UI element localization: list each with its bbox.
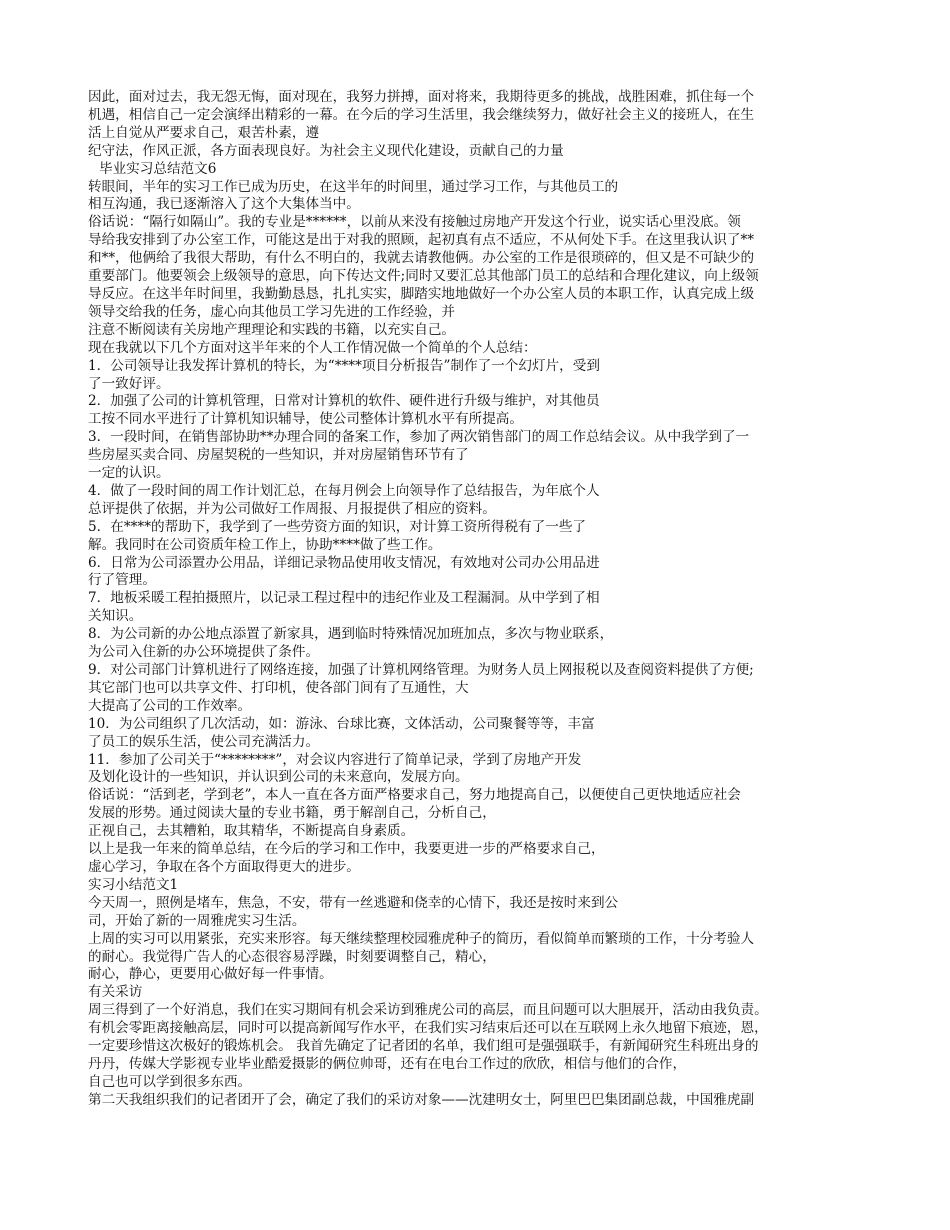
text-line: 为公司入住新的办公环境提供了条件。 [88, 644, 320, 661]
text-line: 有机会零距离接触高层，同时可以提高新闻写作水平，在我们实习结束后还可以在互联网上永久地留下痕迹，恩， [88, 1020, 768, 1037]
text-line: 丹丹，传媒大学影视专业毕业酷爱摄影的俩位帅哥，还有在电台工作过的欣欣，相信与他们的合作， [88, 1055, 687, 1072]
text-line: 一定要珍惜这次极好的锻炼机会。 我首先确定了记者团的名单，我们组可是强强联手，有新闻研究生科班出身的 [88, 1038, 759, 1055]
text-line: 和**，他俩给了我很大帮助，有什么不明白的，我就去请教他俩。办公室的工作是很琐碎的，但又是不可缺少的 [88, 250, 755, 267]
text-line: 因此，面对过去，我无怨无悔，面对现在，我努力拼搏，面对将来，我期待更多的挑战，战胜困难，抓住每一个 [88, 89, 755, 105]
list-item: 6．日常为公司添置办公用品，详细记录物品使用收支情况，有效地对公司办公用品进 [88, 554, 600, 571]
list-item: 3．一段时间，在销售部协助**办理合同的备案工作，参加了两次销售部门的周工作总结会议。从中我学到了一 [88, 429, 750, 446]
text-line: 第二天我组织我们的记者团开了会，确定了我们的采访对象——沈建明女士，阿里巴巴集团副总裁，中国雅虎副 [88, 1091, 755, 1108]
text-line: 行了管理。 [88, 572, 156, 589]
text-line: 现在我就以下几个方面对这半年来的个人工作情况做一个简单的个人总结： [88, 339, 537, 356]
text-line: 司，开始了新的一周雅虎实习生活。 [88, 912, 306, 929]
text-line: 以上是我一年来的简单总结，在今后的学习和工作中，我要更进一步的严格要求自己， [88, 841, 605, 858]
list-item: 1．公司领导让我发挥计算机的特长，为“****项目分析报告”制作了一个幻灯片，受到 [88, 357, 600, 374]
text-line: 其它部门也可以共享文件、打印机，使各部门间有了互通性，大 [88, 679, 469, 696]
text-line: 大提高了公司的工作效率。 [88, 697, 252, 714]
text-line: 虚心学习，争取在各个方面取得更大的进步。 [88, 858, 360, 875]
text-line: 自己也可以学到很多东西。 [88, 1073, 252, 1090]
text-line: 解。我同时在公司资质年检工作上，协助****做了些工作。 [88, 536, 442, 553]
section-heading: 有关采访 [88, 984, 143, 1001]
list-item: 10．为公司组织了几次活动，如：游泳、台球比赛，文体活动，公司聚餐等等，丰富 [88, 715, 595, 732]
list-item: 9．对公司部门计算机进行了网络连接，加强了计算机网络管理。为财务人员上网报税以及查阅资料提供了方便; [88, 662, 754, 678]
document-body [88, 89, 863, 1110]
text-line: 活上自觉从严要求自己，艰苦朴素，遵 [88, 124, 320, 141]
text-line: 了员工的娱乐生活，使公司充满活力。 [88, 733, 320, 750]
text-line: 转眼间，半年的实习工作已成为历史，在这半年的时间里，通过学习工作，与其他员工的 [88, 178, 619, 195]
list-item: 7．地板采暖工程拍摄照片，以记录工程过程中的违纪作业及工程漏洞。从中学到了相 [88, 590, 600, 607]
list-item: 5．在****的帮助下，我学到了一些劳资方面的知识，对计算工资所得税有了一些了 [88, 518, 587, 535]
text-line: 一定的认识。 [88, 465, 170, 482]
text-line: 机遇，相信自己一定会演绎出精彩的一幕。在今后的学习生活里，我会继续努力，做好社会主义的接班人，在生 [88, 106, 755, 123]
text-line: 正视自己，去其糟粕，取其精华，不断提高自身素质。 [88, 823, 415, 840]
text-line: 关知识。 [88, 608, 143, 625]
text-line: 导反应。在这半年时间里，我勤勤恳恳，扎扎实实，脚踏实地地做好一个办公室人员的本职工作，认真完成上级 [88, 285, 755, 302]
text-line: 俗话说：“活到老，学到老”，本人一直在各方面严格要求自己，努力地提高自己，以便使自己更快地适应社会 [88, 787, 741, 804]
section-heading: 毕业实习总结范文6 [99, 160, 217, 177]
section-heading: 实习小结范文1 [88, 876, 179, 893]
list-item: 8．为公司新的办公地点添置了新家具，遇到临时特殊情况加班加点，多次与物业联系， [88, 626, 614, 643]
text-line: 工按不同水平进行了计算机知识辅导，使公司整体计算机水平有所提高。 [88, 411, 523, 428]
list-item: 11．参加了公司关于“********”，对会议内容进行了简单记录，学到了房地产开发 [88, 751, 582, 768]
text-line: 耐心，静心，更要用心做好每一件事情。 [88, 966, 333, 983]
text-line: 总评提供了依据，并为公司做好工作周报、月报提供了相应的资料。 [88, 500, 496, 517]
text-line: 导给我安排到了办公室工作，可能这是出于对我的照顾，起初真有点不适应，不从何处下手。在这里我认识了** [88, 232, 755, 249]
text-line: 周三得到了一个好消息，我们在实习期间有机会采访到雅虎公司的高层，而且问题可以大胆展开，活动由我负责。 [88, 1002, 768, 1019]
text-line: 纪守法，作风正派，各方面表现良好。为社会主义现代化建设，贡献自己的力量 [88, 142, 564, 159]
text-line: 发展的形势。通过阅读大量的专业书籍，勇于解剖自己，分析自己， [88, 805, 496, 822]
text-line: 俗话说：“隔行如隔山”。我的专业是******，以前从来没有接触过房地产开发这个行业，说实话心里没底。领 [88, 214, 741, 231]
text-line: 相互沟通，我已逐渐溶入了这个大集体当中。 [88, 196, 360, 213]
text-line: 注意不断阅读有关房地产理理论和实践的书籍，以充实自己。 [88, 321, 456, 338]
text-line: 领导交给我的任务，虚心向其他员工学习先进的工作经验，并 [88, 303, 456, 320]
text-line: 上周的实习可以用紧张，充实来形容。每天继续整理校园雅虎种子的简历，看似简单而繁琐的工作，十分考验人 [88, 930, 755, 947]
text-line: 了一致好评。 [88, 375, 170, 392]
text-line: 的耐心。我觉得广告人的心态很容易浮躁，时刻要调整自己，精心， [88, 948, 496, 965]
text-line: 些房屋买卖合同、房屋契税的一些知识，并对房屋销售环节有了 [88, 447, 469, 464]
text-line: 及划化设计的一些知识，并认识到公司的未来意向，发展方向。 [88, 769, 469, 786]
text-line: 重要部门。他要领会上级领导的意思，向下传达文件;同时又要汇总其他部门员工的总结和合理化建议，向上级领 [88, 268, 759, 285]
list-item: 2．加强了公司的计算机管理，日常对计算机的软件、硬件进行升级与维护，对其他员 [88, 393, 600, 410]
text-line: 今天周一，照例是堵车，焦急，不安，带有一丝逃避和侥幸的心情下，我还是按时来到公 [88, 894, 619, 911]
list-item: 4．做了一段时间的周工作计划汇总，在每月例会上向领导作了总结报告，为年底个人 [88, 482, 600, 499]
